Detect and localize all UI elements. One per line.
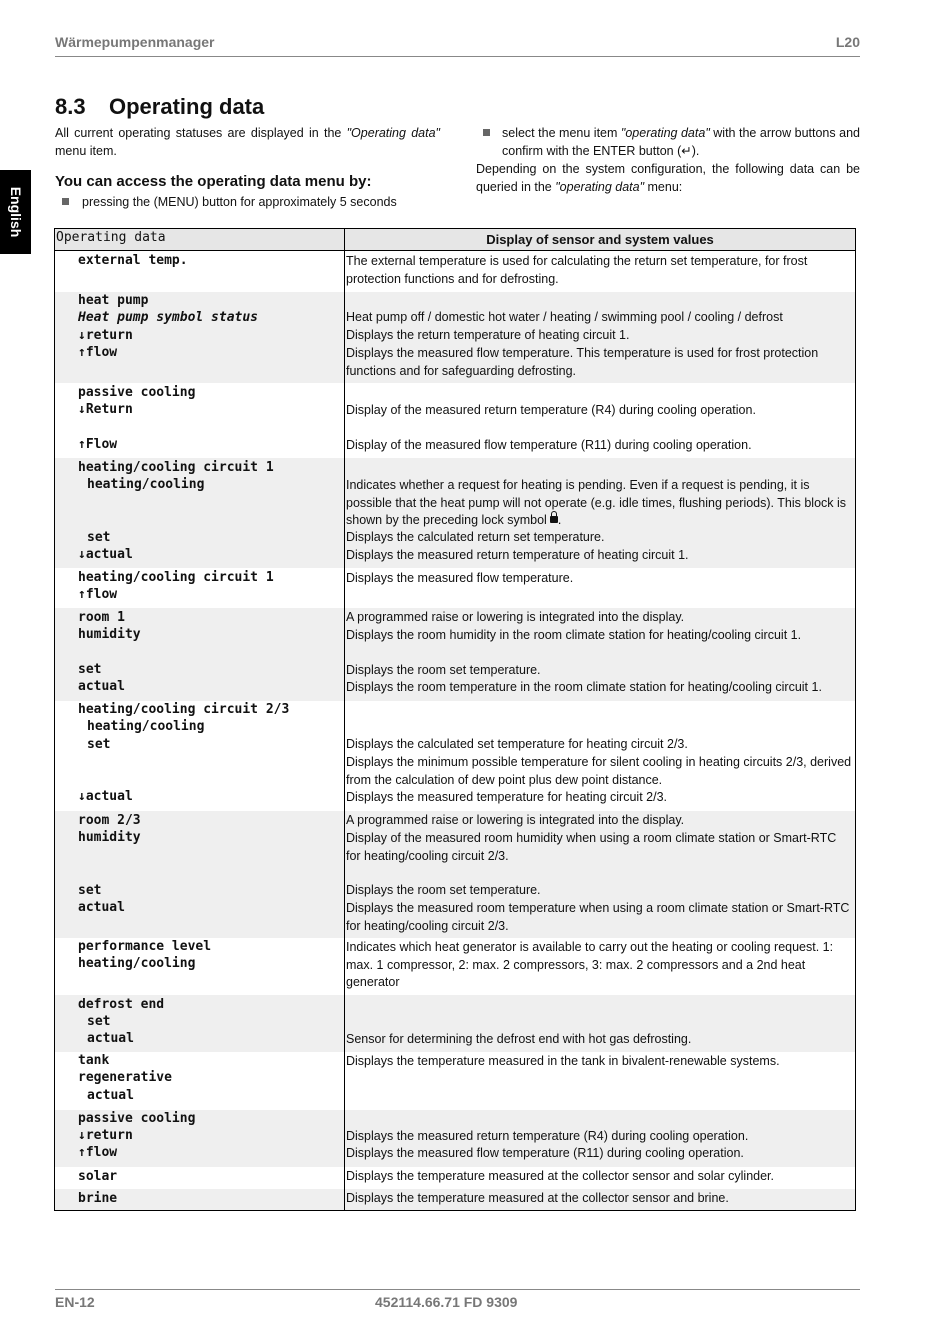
table-header-col2: Display of sensor and system values: [486, 232, 714, 247]
table-row: [55, 608, 855, 701]
menu-label: set: [87, 737, 111, 752]
table-row: [55, 1189, 855, 1210]
config-text-end: menu:: [644, 180, 683, 194]
menu-label: heating/cooling circuit 1: [78, 570, 274, 585]
menu-label: heat pump: [78, 293, 149, 308]
menu-label: tank: [78, 1053, 110, 1068]
menu-label: set: [78, 662, 102, 677]
value-description: Displays the measured return temperature of heating circuit 1.: [346, 548, 689, 562]
value-description: Displays the temperature measured at the collector sensor and solar cylinder.: [346, 1169, 774, 1183]
value-description: Display of the measured room humidity when using a room climate station or Smart-RTC for heating/cooling circuit 2/3.: [346, 831, 837, 863]
language-tab: [0, 170, 31, 254]
config-text: Depending on the system configuration, the following data can be queried in the: [476, 162, 860, 194]
value-description: Displays the measured flow temperature (R11) during cooling operation.: [346, 1146, 744, 1160]
menu-label: ↑Flow: [78, 437, 118, 452]
page-header: [55, 34, 860, 57]
language-tab-label: English: [7, 186, 24, 238]
value-description: The external temperature is used for calculating the return set temperature, for frost protection functions and for defrosting.: [346, 254, 808, 286]
table-row: [55, 1110, 855, 1167]
value-description: Displays the calculated return set temperature.: [346, 530, 605, 544]
configuration-paragraph: [476, 160, 860, 196]
menu-label: humidity: [78, 830, 141, 845]
bullet-item: [483, 124, 860, 160]
intro-menu-name: "Operating data": [346, 126, 440, 140]
value-description: Indicates whether a request for heating is pending. Even if a request is pending, it is possible that the heat pump will not operate (e.g. idle times, flushing periods). This block is shown by the preceding lock symbol .: [346, 478, 847, 527]
header-title: Wärmepumpenmanager: [55, 34, 215, 50]
document-number: 452114.66.71 FD 9309: [375, 1294, 518, 1310]
menu-label: set: [87, 1014, 111, 1029]
menu-label: actual: [78, 900, 125, 915]
menu-label: heating/cooling: [87, 477, 205, 492]
table-row: [55, 251, 855, 292]
value-description: Displays the measured room temperature when using a room climate station or Smart-RTC for heating/cooling circuit 2/3.: [346, 901, 850, 933]
table-row: [55, 568, 855, 608]
section-title: [55, 94, 264, 120]
menu-label: heating/cooling: [87, 719, 205, 734]
value-description: Displays the temperature measured in the tank in bivalent-renewable systems.: [346, 1054, 780, 1068]
value-description: Displays the measured temperature for heating circuit 2/3.: [346, 790, 667, 804]
menu-label: brine: [78, 1191, 118, 1206]
menu-label: actual: [87, 1088, 134, 1103]
menu-label: ↓actual: [78, 547, 133, 562]
bullet-text-end: with the arrow buttons and confirm with the ENTER button (↵).: [502, 126, 860, 158]
table-row: [55, 995, 855, 1052]
menu-label: regenerative: [78, 1070, 172, 1085]
header-model: L20: [835, 34, 860, 50]
menu-label: heating/cooling circuit 2/3: [78, 702, 290, 717]
table-row: [55, 938, 855, 995]
value-description: Displays the minimum possible temperature for silent cooling in heating circuits 2/3, derived from the calculation of dew point plus dew point distance.: [346, 755, 852, 787]
value-description: Displays the measured return temperature (R4) during cooling operation.: [346, 1129, 749, 1143]
value-description: Display of the measured return temperature (R4) during cooling operation.: [346, 403, 756, 417]
lock-icon: [550, 516, 558, 523]
menu-label: ↓return: [78, 328, 133, 343]
bullet-menu-name: "operating data": [620, 126, 710, 140]
value-description: Displays the measured flow temperature.: [346, 571, 574, 585]
menu-label: solar: [78, 1169, 118, 1184]
menu-label: room 1: [78, 610, 125, 625]
value-description: Indicates which heat generator is available to carry out the heating or cooling request. 1: max. 1 compressor, 2: max. 2 compressors, 3: max. 2 compressors and a 2nd heat generator: [346, 940, 834, 989]
intro-text-end: menu item.: [55, 144, 117, 158]
table-row: [55, 811, 855, 938]
table-row: [55, 292, 855, 383]
section-title-text: Operating data: [109, 94, 265, 119]
menu-label: room 2/3: [78, 813, 141, 828]
column-divider: [344, 229, 345, 1210]
bullet-text: select the menu item: [502, 126, 621, 140]
value-description: A programmed raise or lowering is integrated into the display.: [346, 813, 685, 827]
value-description: Displays the temperature measured at the collector sensor and brine.: [346, 1191, 729, 1205]
menu-label: set: [87, 530, 111, 545]
value-description: Sensor for determining the defrost end with hot gas defrosting.: [346, 1032, 692, 1046]
value-description: A programmed raise or lowering is integrated into the display.: [346, 610, 685, 624]
table-header: [55, 229, 855, 251]
lock-description: Indicates whether a request for heating is pending. Even if a request is pending, it is possible that the heat pump will not operate (e.g. idle times, flushing periods). This block is shown by the preceding lock symbol: [346, 478, 847, 527]
table-row: [55, 1052, 855, 1110]
value-description: Display of the measured flow temperature (R11) during cooling operation.: [346, 438, 752, 452]
menu-label: heating/cooling: [78, 956, 196, 971]
menu-label: Heat pump symbol status: [78, 310, 259, 325]
value-description: Displays the room humidity in the room climate station for heating/cooling circuit 1.: [346, 628, 802, 642]
menu-label: ↓Return: [78, 402, 133, 417]
value-description: Displays the calculated set temperature for heating circuit 2/3.: [346, 737, 688, 751]
menu-label: set: [78, 883, 102, 898]
menu-label: ↓actual: [78, 789, 133, 804]
menu-label: defrost end: [78, 997, 165, 1012]
menu-label: heating/cooling circuit 1: [78, 460, 274, 475]
table-row: [55, 1167, 855, 1189]
access-heading: You can access the operating data menu by:: [55, 173, 372, 190]
menu-label: performance level: [78, 939, 212, 954]
operating-data-table: [54, 228, 856, 1211]
bullet-square-icon: [62, 198, 69, 205]
value-description: Displays the measured flow temperature. This temperature is used for frost protection functions and for safeguarding defrosting.: [346, 346, 819, 378]
menu-label: passive cooling: [78, 385, 196, 400]
value-description: Heat pump off / domestic hot water / heating / swimming pool / cooling / defrost: [346, 310, 783, 324]
bullet-text: pressing the (MENU) button for approximately 5 seconds: [82, 195, 397, 209]
page-number: EN-12: [55, 1294, 95, 1310]
bullet-item: [62, 193, 442, 211]
table-row: [55, 383, 855, 458]
menu-label: ↑flow: [78, 345, 118, 360]
config-menu-name: "operating data": [555, 180, 645, 194]
value-description: Displays the room set temperature.: [346, 883, 541, 897]
section-number: 8.3: [55, 94, 86, 119]
table-header-col1: Operating data: [56, 230, 166, 245]
table-row: [55, 701, 855, 811]
menu-label: actual: [87, 1031, 134, 1046]
value-description: Displays the return temperature of heating circuit 1.: [346, 328, 630, 342]
menu-label: external temp.: [78, 253, 188, 268]
page-footer: [55, 1289, 860, 1314]
intro-paragraph: [55, 124, 440, 160]
menu-label: ↑flow: [78, 587, 118, 602]
value-description: Displays the room set temperature.: [346, 663, 541, 677]
menu-label: passive cooling: [78, 1111, 196, 1126]
value-description: Displays the room temperature in the room climate station for heating/cooling circuit 1.: [346, 680, 822, 694]
menu-label: ↑flow: [78, 1145, 118, 1160]
menu-label: ↓return: [78, 1128, 133, 1143]
intro-text: All current operating statuses are displayed in the: [55, 126, 347, 140]
table-row: [55, 458, 855, 568]
bullet-square-icon: [483, 129, 490, 136]
menu-label: humidity: [78, 627, 141, 642]
menu-label: actual: [78, 679, 125, 694]
